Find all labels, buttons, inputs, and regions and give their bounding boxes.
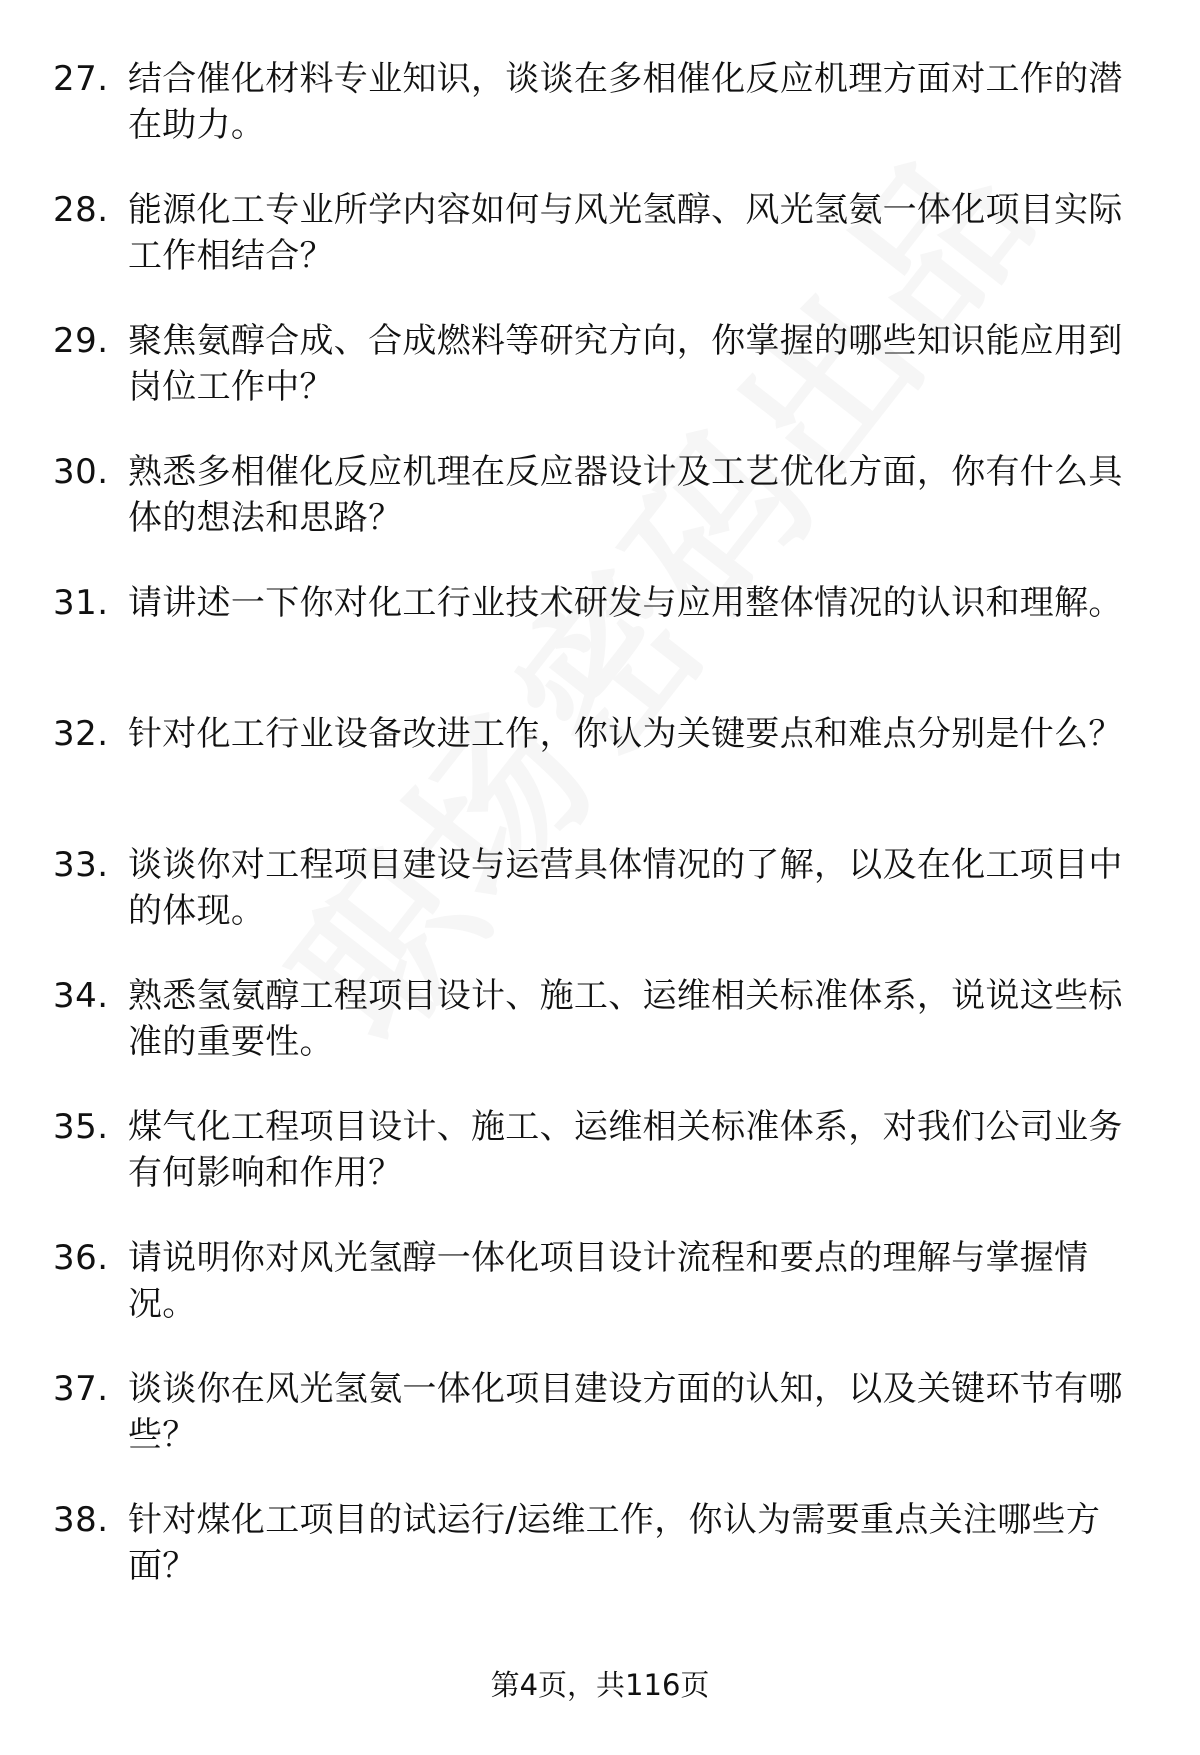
question-item [0,318,1200,449]
question-number: 28. [53,190,109,230]
question-text: 谈谈你在风光氢氨一体化项目建设方面的认知，以及关键环节有哪些？ [128,1369,1123,1455]
question-text: 结合催化材料专业知识，谈谈在多相催化反应机理方面对工作的潜在助力。 [128,59,1123,145]
question-item [0,580,1200,711]
question-text: 针对煤化工项目的试运行/运维工作，你认为需要重点关注哪些方面？ [128,1500,1101,1586]
question-text: 谈谈你对工程项目建设与运营具体情况的了解，以及在化工项目中的体现。 [128,845,1123,931]
question-item [0,1104,1200,1235]
question-number: 33. [53,845,109,885]
question-text: 请讲述一下你对化工行业技术研发与应用整体情况的认识和理解。 [128,583,1123,623]
question-text: 请说明你对风光氢醇一体化项目设计流程和要点的理解与掌握情况。 [128,1238,1089,1324]
question-item [0,711,1200,842]
question-item [0,1235,1200,1366]
question-number: 35. [53,1107,109,1147]
question-number: 36. [53,1238,109,1278]
question-number: 32. [53,714,109,754]
question-number: 27. [53,59,109,99]
question-number: 34. [53,976,109,1016]
question-number: 37. [53,1369,109,1409]
question-text: 能源化工专业所学内容如何与风光氢醇、风光氢氨一体化项目实际工作相结合？ [128,190,1123,276]
question-text: 煤气化工程项目设计、施工、运维相关标准体系，对我们公司业务有何影响和作用？ [128,1107,1123,1193]
question-list [0,56,1200,1628]
question-number: 31. [53,583,109,623]
question-number: 38. [53,1500,109,1540]
page-footer [0,1665,1200,1705]
question-text: 聚焦氨醇合成、合成燃料等研究方向，你掌握的哪些知识能应用到岗位工作中？ [128,321,1123,407]
question-item [0,56,1200,187]
question-item [0,449,1200,580]
question-item [0,973,1200,1104]
question-item [0,1497,1200,1628]
question-number: 30. [53,452,109,492]
question-item [0,842,1200,973]
question-text: 针对化工行业设备改进工作，你认为关键要点和难点分别是什么？ [128,714,1123,754]
question-number: 29. [53,321,109,361]
question-item [0,1366,1200,1497]
question-item [0,187,1200,318]
question-text: 熟悉多相催化反应机理在反应器设计及工艺优化方面，你有什么具体的想法和思路？ [128,452,1123,538]
question-text: 熟悉氢氨醇工程项目设计、施工、运维相关标准体系，说说这些标准的重要性。 [128,976,1123,1062]
page-number-label: 第4页，共116页 [490,1668,710,1702]
